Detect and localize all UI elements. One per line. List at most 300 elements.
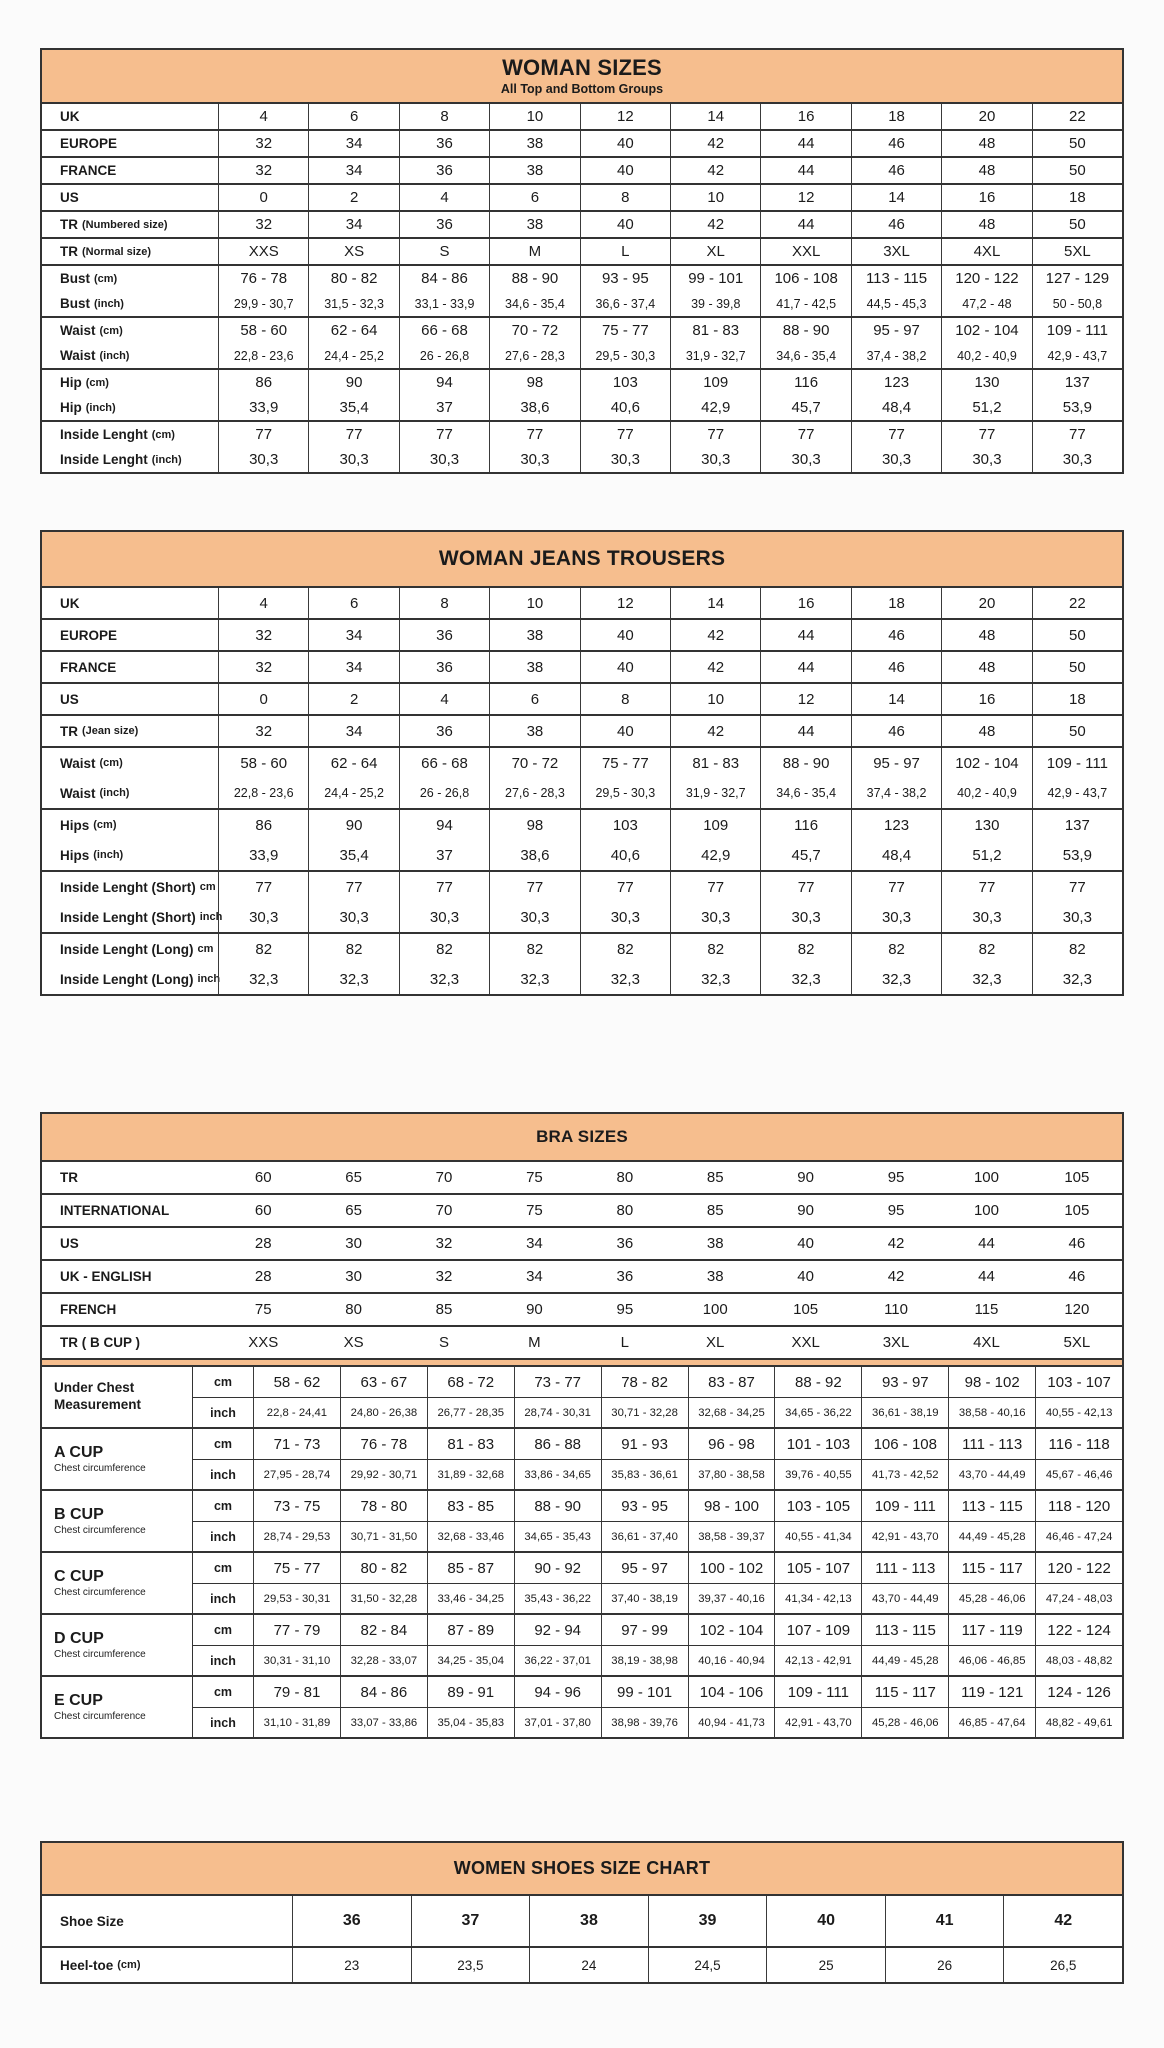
value-cell: 30,3 <box>308 902 398 932</box>
value-cell: 27,6 - 28,3 <box>489 778 579 808</box>
row-label-unit: (cm) <box>151 428 175 441</box>
value-cell: 44 <box>760 158 850 183</box>
value-cell: 37,40 - 38,19 <box>601 1584 688 1613</box>
value-cell: 77 <box>670 422 760 447</box>
value-cell: 34,25 - 35,04 <box>427 1646 514 1675</box>
cup-measurement-rows <box>192 1553 1122 1613</box>
table-row <box>42 840 1122 870</box>
table-row <box>42 1896 1122 1946</box>
unit-cell: inch <box>210 1405 236 1420</box>
table-row <box>42 212 1122 237</box>
value-cell: 35,4 <box>308 395 398 420</box>
value-cell: 6 <box>489 185 579 210</box>
value-cell: 12 <box>580 104 670 129</box>
value-cell: 30,71 - 31,50 <box>340 1522 427 1551</box>
value-cell: 87 - 89 <box>427 1615 514 1645</box>
value-cell: 22,8 - 23,6 <box>218 778 308 808</box>
value-cell: 104 - 106 <box>688 1677 775 1707</box>
value-cell: 2 <box>308 185 398 210</box>
value-cell: 77 <box>399 872 489 902</box>
value-cell: 84 - 86 <box>340 1677 427 1707</box>
row-label <box>42 266 218 291</box>
value-cell: 48 <box>941 158 1031 183</box>
value-cell: 77 <box>941 422 1031 447</box>
value-cell: 4 <box>399 684 489 714</box>
value-cell: 33,1 - 33,9 <box>399 291 489 316</box>
table-row-group <box>42 650 1122 682</box>
value-cell: 12 <box>760 185 850 210</box>
value-cell: 14 <box>670 104 760 129</box>
row-label-text: Inside Lenght (Long) <box>60 941 194 957</box>
value-cell: 34 <box>308 620 398 650</box>
value-cell: 32,3 <box>1032 964 1122 994</box>
value-cell: 88 - 90 <box>514 1491 601 1521</box>
value-cell: 34 <box>308 652 398 682</box>
value-cell: 27,6 - 28,3 <box>489 343 579 368</box>
value-cell: 32,3 <box>308 964 398 994</box>
row-label-unit: cm <box>199 881 216 893</box>
value-cell: 36 <box>399 716 489 746</box>
value-cell: 40 <box>580 131 670 156</box>
value-cell: 4 <box>399 185 489 210</box>
value-cell: 32 <box>218 652 308 682</box>
table-row-group <box>42 1259 1122 1292</box>
value-cell: 22 <box>1032 104 1122 129</box>
value-cell: 36 <box>616 1235 634 1252</box>
measurement-row <box>193 1429 1122 1459</box>
cup-sublabel: Chest circumference <box>54 1587 146 1598</box>
value-cell: 16 <box>941 185 1031 210</box>
table-row-group <box>42 129 1122 156</box>
value-cell: 35,43 - 36,22 <box>514 1584 601 1613</box>
value-cell: 30,3 <box>489 447 579 472</box>
shoes-body <box>42 1896 1122 1982</box>
value-cell: 77 <box>1032 422 1122 447</box>
value-cell: 120 - 122 <box>1035 1553 1122 1583</box>
row-label-text: Waist <box>60 348 96 363</box>
table-row-group <box>42 682 1122 714</box>
value-cell: 46,06 - 46,85 <box>948 1646 1035 1675</box>
table-row <box>42 1195 1122 1226</box>
value-cell: 53,9 <box>1032 840 1122 870</box>
table-row-group <box>42 183 1122 210</box>
value-cell: 46 <box>851 131 941 156</box>
row-label-unit: inch <box>197 973 221 985</box>
value-cell: 0 <box>218 684 308 714</box>
value-cell: 8 <box>399 104 489 129</box>
cup-label: A CUP <box>54 1444 104 1461</box>
woman-sizes-body <box>42 104 1122 472</box>
row-label <box>42 239 218 264</box>
table-row <box>42 1162 1122 1193</box>
value-cell: 60 <box>254 1202 272 1219</box>
value-cell: 34 <box>526 1235 543 1252</box>
value-cell: 29,5 - 30,3 <box>580 778 670 808</box>
value-cell: 32 <box>218 212 308 237</box>
value-cell: 8 <box>580 185 670 210</box>
row-label-text: US <box>60 691 79 707</box>
row-label <box>42 934 218 964</box>
value-cell: 33,46 - 34,25 <box>427 1584 514 1613</box>
row-label <box>42 902 223 932</box>
value-cell: 30,3 <box>399 447 489 472</box>
table-row <box>42 343 1122 368</box>
value-cell: XL <box>670 239 760 264</box>
value-cell: 105 <box>1064 1169 1090 1186</box>
value-cell: 40,2 - 40,9 <box>941 343 1031 368</box>
value-cell: 24,4 - 25,2 <box>308 343 398 368</box>
value-cell: 42 <box>670 652 760 682</box>
value-cell: 77 - 79 <box>253 1615 340 1645</box>
value-cell: 38 <box>489 212 579 237</box>
value-cell: 82 <box>941 934 1031 964</box>
value-cell: 102 - 104 <box>941 318 1031 343</box>
value-cell: 32 <box>218 158 308 183</box>
value-cell: 103 <box>580 810 670 840</box>
value-cell: 34 <box>308 716 398 746</box>
value-cell: 36 <box>399 158 489 183</box>
table-row <box>42 266 1122 291</box>
value-cell: 60 <box>254 1169 272 1186</box>
value-cell: 36,6 - 37,4 <box>580 291 670 316</box>
value-cell: 37,4 - 38,2 <box>851 778 941 808</box>
table-row-group <box>42 808 1122 870</box>
value-cell: 3XL <box>851 239 941 264</box>
value-cell: 58 - 60 <box>218 318 308 343</box>
table-row-group <box>42 1292 1122 1325</box>
row-label <box>42 158 218 183</box>
row-label-unit: inch <box>199 911 223 923</box>
value-cell: 77 <box>308 422 398 447</box>
table-row-group <box>42 588 1122 618</box>
value-cell: 4XL <box>973 1334 1000 1351</box>
table-row <box>42 318 1122 343</box>
row-label <box>42 964 221 994</box>
table-row <box>42 395 1122 420</box>
value-cell: 88 - 92 <box>774 1367 861 1397</box>
value-cell: 76 - 78 <box>218 266 308 291</box>
shoes-header <box>42 1843 1122 1896</box>
value-cell: 22,8 - 23,6 <box>218 343 308 368</box>
value-cell: 82 <box>489 934 579 964</box>
value-cell: 77 <box>580 872 670 902</box>
value-cell: 94 <box>399 370 489 395</box>
value-cell: 40 <box>580 620 670 650</box>
value-cell: 127 - 129 <box>1032 266 1122 291</box>
value-cell: 75 <box>254 1301 272 1318</box>
value-cell: 10 <box>489 104 579 129</box>
cup-label-cell <box>42 1553 192 1613</box>
unit-cell: inch <box>210 1653 236 1668</box>
value-cell: 30,3 <box>1032 902 1122 932</box>
value-cell: 83 - 87 <box>688 1367 775 1397</box>
value-cell: 81 - 83 <box>670 318 760 343</box>
value-cell: 84 - 86 <box>399 266 489 291</box>
value-cell: 31,10 - 31,89 <box>253 1708 340 1737</box>
value-cell: XXL <box>791 1334 820 1351</box>
value-cell: 77 <box>580 422 670 447</box>
value-cell: 46,85 - 47,64 <box>948 1708 1035 1737</box>
value-cell: 12 <box>760 684 850 714</box>
value-cell: 47,2 - 48 <box>941 291 1031 316</box>
cup-label: C CUP <box>54 1568 104 1585</box>
value-cell: 2 <box>308 684 398 714</box>
unit-cell: cm <box>213 1437 233 1451</box>
cup-row-group <box>42 1675 1122 1737</box>
value-cell: 32,3 <box>670 964 760 994</box>
row-label <box>42 104 218 129</box>
row-label-text: UK - ENGLISH <box>60 1269 152 1284</box>
value-cell: 42 <box>887 1268 905 1285</box>
row-label-text: Waist <box>60 785 96 801</box>
value-cell: 109 - 111 <box>774 1677 861 1707</box>
value-cell: 85 - 87 <box>427 1553 514 1583</box>
value-cell: 45,28 - 46,06 <box>948 1584 1035 1613</box>
row-label-text: Bust <box>60 296 90 311</box>
row-label-text: Hip <box>60 375 82 390</box>
value-cell: 18 <box>851 588 941 618</box>
value-cell: 5XL <box>1063 1334 1091 1351</box>
value-cell: 26,77 - 28,35 <box>427 1398 514 1427</box>
value-cell: 29,5 - 30,3 <box>580 343 670 368</box>
value-cell: 32 <box>218 131 308 156</box>
value-cell: 23 <box>292 1948 411 1982</box>
row-label-unit: (cm) <box>117 1959 141 1971</box>
value-cell: 33,9 <box>218 840 308 870</box>
row-label <box>42 1948 292 1982</box>
value-cell: M <box>489 239 579 264</box>
cup-sublabel: Chest circumference <box>54 1463 146 1474</box>
value-cell: 101 - 103 <box>774 1429 861 1459</box>
value-cell: 93 - 95 <box>601 1491 688 1521</box>
value-cell: 43,70 - 44,49 <box>948 1460 1035 1489</box>
row-label <box>42 1195 218 1226</box>
row-label <box>42 343 218 368</box>
measurement-row <box>193 1553 1122 1583</box>
row-label-text: US <box>60 1236 79 1251</box>
row-label-unit: (cm) <box>94 272 118 285</box>
value-cell: 28 <box>254 1235 272 1252</box>
cup-sublabel: Chest circumference <box>54 1711 146 1722</box>
value-cell: 31,89 - 32,68 <box>427 1460 514 1489</box>
value-cell: 68 - 72 <box>427 1367 514 1397</box>
value-cell: 16 <box>941 684 1031 714</box>
value-cell: 28,74 - 30,31 <box>514 1398 601 1427</box>
row-label <box>42 1896 292 1946</box>
value-cell: 47,24 - 48,03 <box>1035 1584 1122 1613</box>
row-label-text: Inside Lenght <box>60 452 148 467</box>
value-cell: 20 <box>941 104 1031 129</box>
value-cell: 95 <box>887 1202 905 1219</box>
row-label <box>42 395 218 420</box>
value-cell: 31,9 - 32,7 <box>670 343 760 368</box>
value-cell: 70 - 72 <box>489 748 579 778</box>
cup-label-cell <box>42 1491 192 1551</box>
value-cell: 39,37 - 40,16 <box>688 1584 775 1613</box>
value-cell: 90 - 92 <box>514 1553 601 1583</box>
value-cell: 58 - 60 <box>218 748 308 778</box>
value-cell: 3XL <box>882 1334 910 1351</box>
row-label-text: Hip <box>60 400 82 415</box>
value-cell: 30,3 <box>670 447 760 472</box>
value-cell: 66 - 68 <box>399 318 489 343</box>
value-cell: 32,28 - 33,07 <box>340 1646 427 1675</box>
value-cell: 32,3 <box>580 964 670 994</box>
value-cell: 110 <box>884 1301 908 1318</box>
cup-label-cell <box>42 1367 192 1427</box>
value-cell: 40,6 <box>580 840 670 870</box>
row-label <box>42 422 218 447</box>
row-label-text: Hips <box>60 817 90 833</box>
value-cell: 50 - 50,8 <box>1032 291 1122 316</box>
bra-sizes-title: BRA SIZES <box>536 1127 628 1146</box>
measurement-row <box>193 1615 1122 1645</box>
bra-separator-band <box>42 1358 1122 1367</box>
value-cell: 44,49 - 45,28 <box>861 1646 948 1675</box>
value-cell: 111 - 113 <box>948 1429 1035 1459</box>
value-cell: 99 - 101 <box>601 1677 688 1707</box>
table-row <box>42 778 1122 808</box>
value-cell: 33,07 - 33,86 <box>340 1708 427 1737</box>
value-cell: 80 <box>345 1301 362 1318</box>
row-label-text: US <box>60 190 79 205</box>
value-cell: 50 <box>1032 212 1122 237</box>
value-cell: 33,86 - 34,65 <box>514 1460 601 1489</box>
value-cell: 30,3 <box>1032 447 1122 472</box>
value-cell: 38 <box>706 1235 724 1252</box>
cup-row-group <box>42 1427 1122 1489</box>
row-label-text: Hips <box>60 847 90 863</box>
value-cell: 16 <box>760 588 850 618</box>
table-row <box>42 1228 1122 1259</box>
unit-cell: inch <box>210 1715 236 1730</box>
cup-label: B CUP <box>54 1506 104 1523</box>
value-cell: 36 <box>616 1268 634 1285</box>
value-cell: 91 - 93 <box>601 1429 688 1459</box>
value-cell: 82 <box>218 934 308 964</box>
value-cell: 77 <box>851 422 941 447</box>
value-cell: 73 - 75 <box>253 1491 340 1521</box>
cup-label: E CUP <box>54 1692 103 1709</box>
cup-label-cell <box>42 1429 192 1489</box>
value-cell: 42 <box>1003 1896 1122 1946</box>
value-cell: 32 <box>218 716 308 746</box>
value-cell: 30,3 <box>489 902 579 932</box>
row-label <box>42 748 218 778</box>
unit-cell: cm <box>213 1561 233 1575</box>
value-cell: 42,9 <box>670 395 760 420</box>
value-cell: 77 <box>760 422 850 447</box>
value-cell: 45,7 <box>760 395 850 420</box>
value-cell: 30,3 <box>399 902 489 932</box>
value-cell: 103 - 105 <box>774 1491 861 1521</box>
row-label <box>42 1294 218 1325</box>
value-cell: 14 <box>851 185 941 210</box>
value-cell: 42 <box>670 212 760 237</box>
bra-sizes-table <box>40 1112 1124 1739</box>
row-label <box>42 185 218 210</box>
value-cell: 100 - 102 <box>688 1553 775 1583</box>
value-cell: 53,9 <box>1032 395 1122 420</box>
value-cell: 34,65 - 35,43 <box>514 1522 601 1551</box>
row-label <box>42 810 218 840</box>
value-cell: 48 <box>941 716 1031 746</box>
value-cell: 120 <box>1064 1301 1090 1318</box>
value-cell: 46 <box>851 716 941 746</box>
value-cell: 45,67 - 46,46 <box>1035 1460 1122 1489</box>
value-cell: S <box>439 1334 450 1351</box>
value-cell: XXS <box>218 239 308 264</box>
table-row <box>42 370 1122 395</box>
value-cell: 44 <box>760 716 850 746</box>
row-label-text: Inside Lenght (Long) <box>60 971 194 987</box>
cup-sublabel: Chest circumference <box>54 1525 146 1536</box>
value-cell: 43,70 - 44,49 <box>861 1584 948 1613</box>
row-label-unit: (Jean size) <box>82 725 139 737</box>
value-cell: 34,6 - 35,4 <box>760 343 850 368</box>
value-cell: 44 <box>760 131 850 156</box>
bra-sizes-top-body <box>42 1162 1122 1358</box>
value-cell: 40,6 <box>580 395 670 420</box>
value-cell: 35,4 <box>308 840 398 870</box>
value-cell: 0 <box>218 185 308 210</box>
value-cell: 82 <box>851 934 941 964</box>
value-cell: 96 - 98 <box>688 1429 775 1459</box>
table-row-group <box>42 1896 1122 1946</box>
value-cell: XXS <box>248 1334 279 1351</box>
row-label <box>42 1261 218 1292</box>
row-label-unit: (inch) <box>85 401 116 414</box>
value-cell: 80 - 82 <box>308 266 398 291</box>
woman-sizes-title: WOMAN SIZES <box>502 55 662 80</box>
value-cell: 95 - 97 <box>601 1553 688 1583</box>
table-row <box>42 291 1122 316</box>
value-cell: 40 <box>580 158 670 183</box>
value-cell: 36 <box>399 620 489 650</box>
value-cell: 46 <box>851 212 941 237</box>
value-cell: 119 - 121 <box>948 1677 1035 1707</box>
value-cell: 90 <box>308 370 398 395</box>
bra-sizes-header <box>42 1114 1122 1162</box>
unit-cell: inch <box>210 1467 236 1482</box>
woman-sizes-table <box>40 48 1124 474</box>
value-cell: 103 <box>580 370 670 395</box>
value-cell: 36 <box>399 652 489 682</box>
value-cell: 32,3 <box>218 964 308 994</box>
measurement-row <box>193 1491 1122 1521</box>
value-cell: 77 <box>760 872 850 902</box>
value-cell: 90 <box>797 1202 814 1219</box>
value-cell: 82 <box>760 934 850 964</box>
value-cell: 90 <box>797 1169 814 1186</box>
value-cell: 94 - 96 <box>514 1677 601 1707</box>
value-cell: 23,5 <box>411 1948 530 1982</box>
value-cell: 38,6 <box>489 395 579 420</box>
value-cell: 42,91 - 43,70 <box>861 1522 948 1551</box>
value-cell: 44 <box>978 1268 995 1285</box>
table-row-group <box>42 714 1122 746</box>
value-cell: 37,01 - 37,80 <box>514 1708 601 1737</box>
cup-label-cell <box>42 1615 192 1675</box>
value-cell: 102 - 104 <box>941 748 1031 778</box>
value-cell: 40,55 - 41,34 <box>774 1522 861 1551</box>
value-cell: 50 <box>1032 131 1122 156</box>
value-cell: 85 <box>706 1202 724 1219</box>
row-label-text: Inside Lenght (Short) <box>60 909 196 925</box>
value-cell: 38 <box>489 652 579 682</box>
value-cell: 98 <box>489 810 579 840</box>
value-cell: 24,5 <box>648 1948 767 1982</box>
